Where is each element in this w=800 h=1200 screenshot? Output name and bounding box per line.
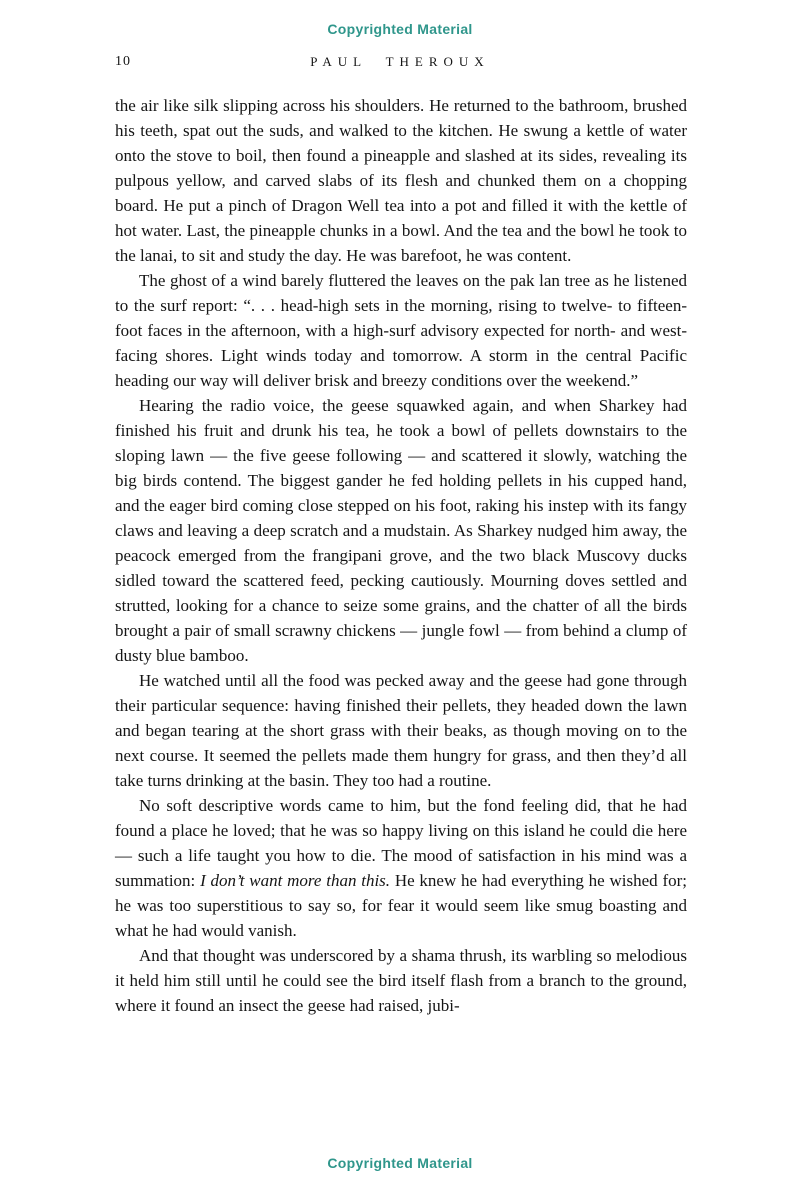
- paragraph: The ghost of a wind barely fluttered the leaves on the pak lan tree as he listened to the surf report: “. . . head-high sets in the morning, rising to twelve- to fifteen-foot faces in the afternoon, with a high-surf advisory expected for north- and west-facing shores. Light winds today and tomorrow. A storm in the central Pacific heading our way will deliver brisk and breezy conditions over the weekend.”: [115, 271, 687, 390]
- paragraph-text: No soft descriptive words came to him, but the fond feeling did, that he had found a place he loved; that he was so happy living on this island he could die here — such a life taught you how to die. The mood of satisfaction in his mind was a summation:: [115, 796, 687, 890]
- running-header: [0, 54, 800, 72]
- running-header-author: PAUL THEROUX: [310, 54, 490, 69]
- paragraph: He watched until all the food was pecked away and the geese had gone through their particular sequence: having finished their pellets, they headed down the lawn and began tearing at the short grass with their beaks, as though moving on to the next course. It seemed the pellets made them hungry for grass, and then they’d all take turns drinking at the basin. They too had a routine.: [115, 671, 687, 790]
- paragraph: [115, 793, 687, 943]
- copyright-notice-bottom: Copyrighted Material: [327, 1155, 473, 1171]
- copyright-notice-top: Copyrighted Material: [327, 21, 473, 37]
- paragraph: And that thought was underscored by a shama thrush, its warbling so melodious it held him still until he could see the bird itself flash from a branch to the ground, where it found an insect the geese had raised, jubi-: [115, 946, 687, 1015]
- paragraph: the air like silk slipping across his shoulders. He returned to the bathroom, brushed his teeth, spat out the suds, and walked to the kitchen. He swung a kettle of water onto the stove to boil, then found a pineapple and slashed at its sides, revealing its pulpous yellow, and carved slabs of its flesh and chunked them on a chopping board. He put a pinch of Dragon Well tea into a pot and filled it with the kettle of hot water. Last, the pineapple chunks in a bowl. And the tea and the bowl he took to the lanai, to sit and study the day. He was barefoot, he was content.: [115, 96, 687, 265]
- paragraph-text: He knew he had everything he wished for; he was too superstitious to say so, for fear it would seem like smug boasting and what he had would vanish.: [115, 871, 687, 940]
- paragraph-italic-text: I don’t want more than this.: [200, 871, 391, 890]
- paragraph: Hearing the radio voice, the geese squawked again, and when Sharkey had finished his fruit and drunk his tea, he took a bowl of pellets downstairs to the sloping lawn — the five geese following — and scattered it slowly, watching the big birds contend. The biggest gander he fed holding pellets in his cupped hand, and the eager bird coming close stepped on his foot, raking his instep with its fangy claws and leaving a deep scratch and a mudstain. As Sharkey nudged him away, the peacock emerged from the frangipani grove, and the two black Muscovy ducks sidled toward the scattered feed, pecking cautiously. Mourning doves settled and strutted, looking for a chance to seize some grains, and the chatter of all the birds brought a pair of small scrawny chickens — jungle fowl — from behind a clump of dusty blue bamboo.: [115, 396, 687, 665]
- body-text: [115, 93, 687, 1018]
- page-number: 10: [115, 54, 131, 69]
